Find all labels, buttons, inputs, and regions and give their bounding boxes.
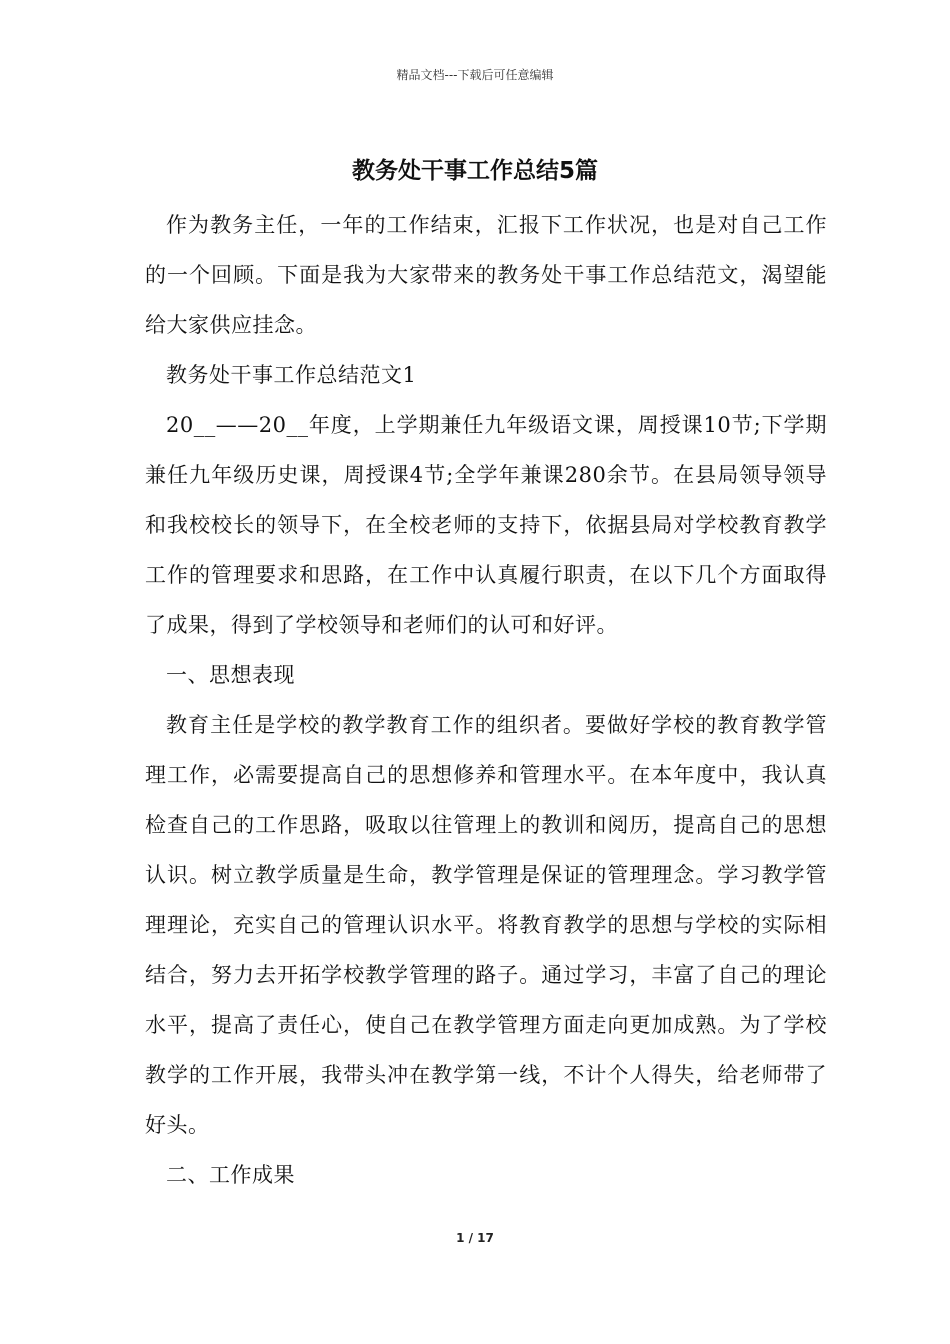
page-header: 精品文档---下载后可任意编辑 xyxy=(396,68,554,82)
page-number: 1 / 17 xyxy=(456,1231,494,1245)
section-heading-thought: 一、思想表现 xyxy=(166,663,295,687)
intro-paragraph: 作为教务主任，一年的工作结束，汇报下工作状况，也是对自己工作的一个回顾。下面是我为大家带来的教务处干事工作总结范文，渴望能给大家供应挂念。 xyxy=(145,213,827,337)
section-title-sample-1: 教务处干事工作总结范文1 xyxy=(166,363,417,387)
document-title: 教务处干事工作总结5篇 xyxy=(351,158,598,184)
section-heading-results: 二、工作成果 xyxy=(166,1163,295,1187)
body-paragraph-overview: 20__——20__年度，上学期兼任九年级语文课，周授课10节;下学期兼任九年级历史课，周授课4节;全学年兼课280余节。在县局领导领导和我校校长的领导下，在全校老师的支持下，依据县局对学校教育教学工作的管理要求和思路，在工作中认真履行职责，在以下几个方面取得了成果，得到了学校领导和老师们的认可和好评。 xyxy=(145,413,827,637)
body-paragraph-thought: 教育主任是学校的教学教育工作的组织者。要做好学校的教育教学管理工作，必需要提高自己的思想修养和管理水平。在本年度中，我认真检查自己的工作思路，吸取以往管理上的教训和阅历，提高自己的思想认识。树立教学质量是生命，教学管理是保证的管理理念。学习教学管理理论，充实自己的管理认识水平。将教育教学的思想与学校的实际相结合，努力去开拓学校教学管理的路子。通过学习，丰富了自己的理论水平，提高了责任心，使自己在教学管理方面走向更加成熟。为了学校教学的工作开展，我带头冲在教学第一线，不计个人得失，给老师带了好头。 xyxy=(145,713,827,1137)
document-body xyxy=(145,200,827,1200)
